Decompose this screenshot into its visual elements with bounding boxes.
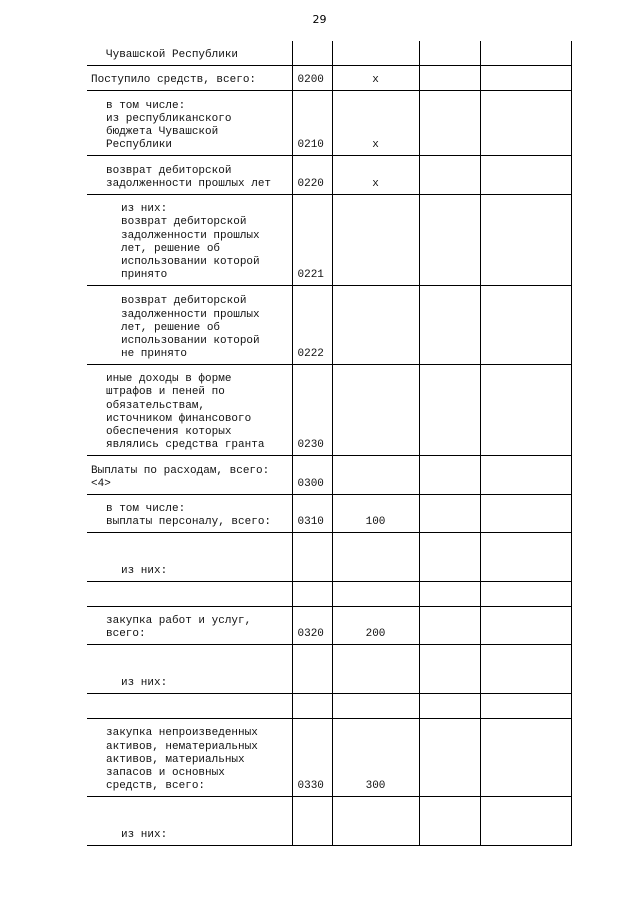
row-kr-code: 100 — [332, 494, 419, 532]
row-label: Чувашской Республики — [106, 49, 239, 62]
row-code: 0222 — [292, 285, 332, 364]
table-row — [87, 494, 571, 532]
row-label: Поступило средств, всего: — [91, 74, 257, 87]
row-label-cell — [87, 693, 292, 718]
row-code: 0210 — [292, 90, 332, 155]
table-row — [87, 606, 571, 644]
row-value-2 — [480, 718, 571, 796]
row-value-2 — [480, 155, 571, 194]
row-code — [292, 532, 332, 581]
row-kr-code — [332, 581, 419, 606]
row-code: 0330 — [292, 718, 332, 796]
row-value-2 — [480, 532, 571, 581]
row-kr-code: х — [332, 155, 419, 194]
row-label: закупка непроизведенных активов, нематериальных активов, материальных запасов и основных средств, всего: — [106, 727, 258, 793]
row-value-1 — [419, 644, 480, 693]
table-row — [87, 693, 571, 718]
row-value-1 — [419, 606, 480, 644]
row-value-2 — [480, 285, 571, 364]
table-row — [87, 285, 571, 364]
table-row — [87, 532, 571, 581]
row-kr-code: 200 — [332, 606, 419, 644]
table-row — [87, 65, 571, 90]
row-code — [292, 581, 332, 606]
row-label-cell — [87, 41, 292, 65]
row-kr-code — [332, 455, 419, 494]
row-value-1 — [419, 364, 480, 455]
table-row — [87, 644, 571, 693]
row-value-2 — [480, 364, 571, 455]
row-label: возврат дебиторской задолженности прошлых лет — [106, 165, 272, 191]
row-code: 0221 — [292, 194, 332, 285]
table-row — [87, 41, 571, 65]
row-label-cell — [87, 606, 292, 644]
row-value-1 — [419, 285, 480, 364]
table-body — [87, 41, 571, 845]
row-code — [292, 796, 332, 845]
row-kr-code — [332, 364, 419, 455]
row-label: Выплаты по расходам, всего: <4> — [91, 465, 270, 491]
row-label: возврат дебиторской задолженности прошлых лет, решение об использовании которой не принято — [121, 295, 260, 361]
row-label-cell — [87, 581, 292, 606]
table-row — [87, 90, 571, 155]
row-kr-code — [332, 796, 419, 845]
table-row — [87, 455, 571, 494]
row-value-1 — [419, 796, 480, 845]
row-value-2 — [480, 65, 571, 90]
row-kr-code — [332, 41, 419, 65]
row-value-2 — [480, 41, 571, 65]
row-label: в том числе: выплаты персоналу, всего: — [106, 503, 272, 529]
table-row — [87, 581, 571, 606]
row-label-cell — [87, 718, 292, 796]
row-kr-code — [332, 644, 419, 693]
row-value-2 — [480, 644, 571, 693]
row-value-1 — [419, 90, 480, 155]
row-label: из них: — [121, 565, 168, 578]
row-code: 0230 — [292, 364, 332, 455]
table-row — [87, 194, 571, 285]
row-value-1 — [419, 65, 480, 90]
row-value-2 — [480, 455, 571, 494]
row-label: из них: — [121, 829, 168, 842]
row-code: 0220 — [292, 155, 332, 194]
table-row — [87, 718, 571, 796]
table-row — [87, 796, 571, 845]
row-value-1 — [419, 155, 480, 194]
row-kr-code — [332, 285, 419, 364]
row-label-cell — [87, 155, 292, 194]
row-value-1 — [419, 194, 480, 285]
row-label: закупка работ и услуг, всего: — [106, 615, 252, 641]
row-label-cell — [87, 455, 292, 494]
row-value-2 — [480, 194, 571, 285]
row-kr-code: 300 — [332, 718, 419, 796]
row-label: из них: возврат дебиторской задолженности прошлых лет, решение об использовании которой принято — [121, 203, 260, 282]
row-value-2 — [480, 606, 571, 644]
row-kr-code — [332, 194, 419, 285]
row-code — [292, 41, 332, 65]
table-row — [87, 155, 571, 194]
row-value-1 — [419, 693, 480, 718]
row-label: из них: — [121, 677, 168, 690]
row-label-cell — [87, 494, 292, 532]
row-value-1 — [419, 532, 480, 581]
row-label-cell — [87, 90, 292, 155]
row-label-cell — [87, 644, 292, 693]
row-value-2 — [480, 90, 571, 155]
row-kr-code: х — [332, 90, 419, 155]
row-value-2 — [480, 494, 571, 532]
row-value-1 — [419, 455, 480, 494]
row-label-cell — [87, 364, 292, 455]
row-kr-code: х — [332, 65, 419, 90]
row-code — [292, 693, 332, 718]
row-value-1 — [419, 581, 480, 606]
row-code: 0300 — [292, 455, 332, 494]
row-value-1 — [419, 494, 480, 532]
row-code: 0200 — [292, 65, 332, 90]
table-row — [87, 364, 571, 455]
row-value-1 — [419, 718, 480, 796]
row-code — [292, 644, 332, 693]
row-value-2 — [480, 796, 571, 845]
row-label-cell — [87, 194, 292, 285]
row-value-1 — [419, 41, 480, 65]
grant-funds-table — [87, 41, 572, 846]
row-kr-code — [332, 532, 419, 581]
row-kr-code — [332, 693, 419, 718]
row-code: 0320 — [292, 606, 332, 644]
row-value-2 — [480, 693, 571, 718]
row-label-cell — [87, 532, 292, 581]
row-label-cell — [87, 285, 292, 364]
row-code: 0310 — [292, 494, 332, 532]
row-label: в том числе: из республиканского бюджета Чувашской Республики — [106, 99, 232, 152]
row-label-cell — [87, 65, 292, 90]
row-label-cell — [87, 796, 292, 845]
row-value-2 — [480, 581, 571, 606]
row-label: иные доходы в форме штрафов и пеней по обязательствам, источником финансового обеспечения которых являлись средства гранта — [106, 373, 265, 452]
page-number: 29 — [312, 13, 327, 26]
